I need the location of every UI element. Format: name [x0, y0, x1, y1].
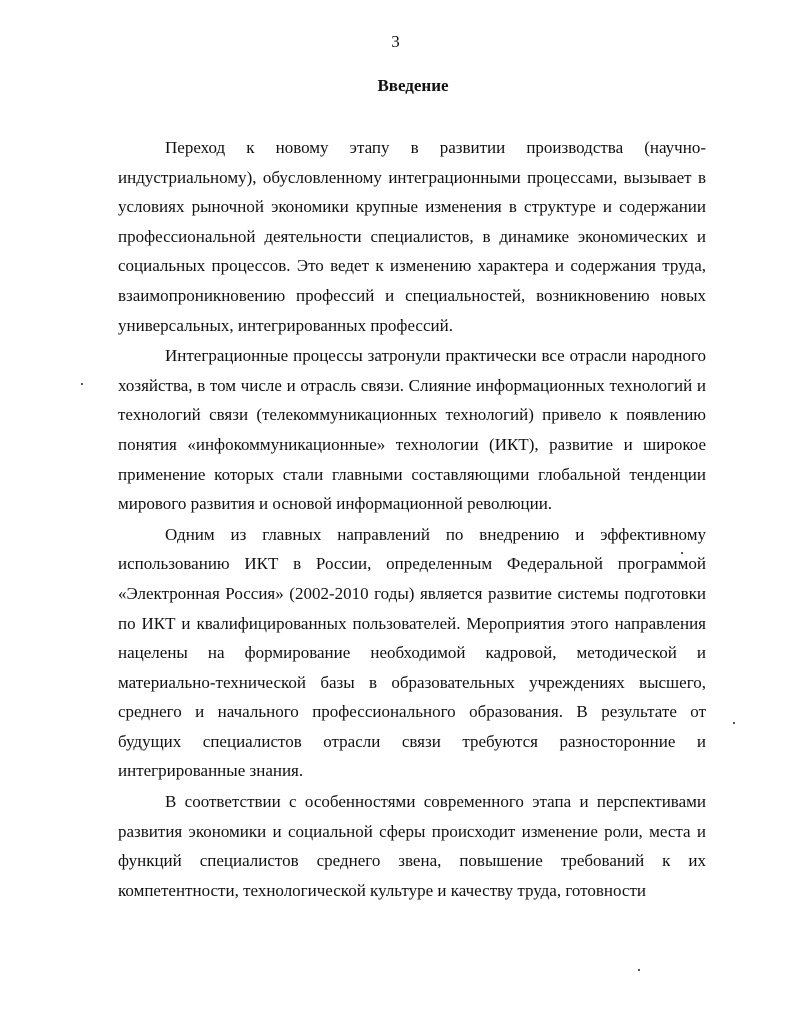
- scan-speck: [638, 969, 640, 971]
- paragraph-3: Одним из главных направлений по внедрению и эффективному использованию ИКТ в России, определенным Федеральной программой «Электронная Россия» (2002-2010 годы) является развитие системы подготовки по ИКТ и квалифицированных пользователей. Мероприятия этого направления нацелены на формирование необходимой кадровой, методической и материально-технической базы в образовательных учреждениях высшего, среднего и начального профессионального образования. В результате от будущих специалистов отрасли связи требуются разносторонние и интегрированные знания.: [118, 524, 706, 781]
- page-number: 3: [391, 32, 400, 51]
- section-heading: Введение: [377, 76, 449, 95]
- paragraph-4: В соответствии с особенностями современного этапа и перспективами развития экономики и социальной сферы происходит изменение роли, места и функций специалистов среднего звена, повышение требований к их компетентности, технологической культуре и качеству труда, готовности: [118, 792, 706, 900]
- paragraph-1: Переход к новому этапу в развитии производства (научно-индустриальному), обусловленному интеграционными процессами, вызывает в условиях рыночной экономики крупные изменения в структуре и содержании профессиональной деятельности специалистов, в динамике экономических и социальных процессов. Это ведет к изменению характера и содержания труда, взаимопроникновению профессий и специальностей, возникновению новых универсальных, интегрированных профессий.: [118, 138, 706, 335]
- scan-speck: [681, 552, 683, 554]
- scan-speck: [733, 722, 735, 724]
- body-text: [118, 133, 706, 906]
- scan-speck: [81, 383, 83, 385]
- paragraph-2: Интеграционные процессы затронули практически все отрасли народного хозяйства, в том числе и отрасль связи. Слияние информационных технологий и технологий связи (телекоммуникационных технологий) привело к появлению понятия «инфокоммуникационные» технологии (ИКТ), развитие и широкое применение которых стали главными составляющими глобальной тенденции мирового развития и основой информационной революции.: [118, 346, 706, 514]
